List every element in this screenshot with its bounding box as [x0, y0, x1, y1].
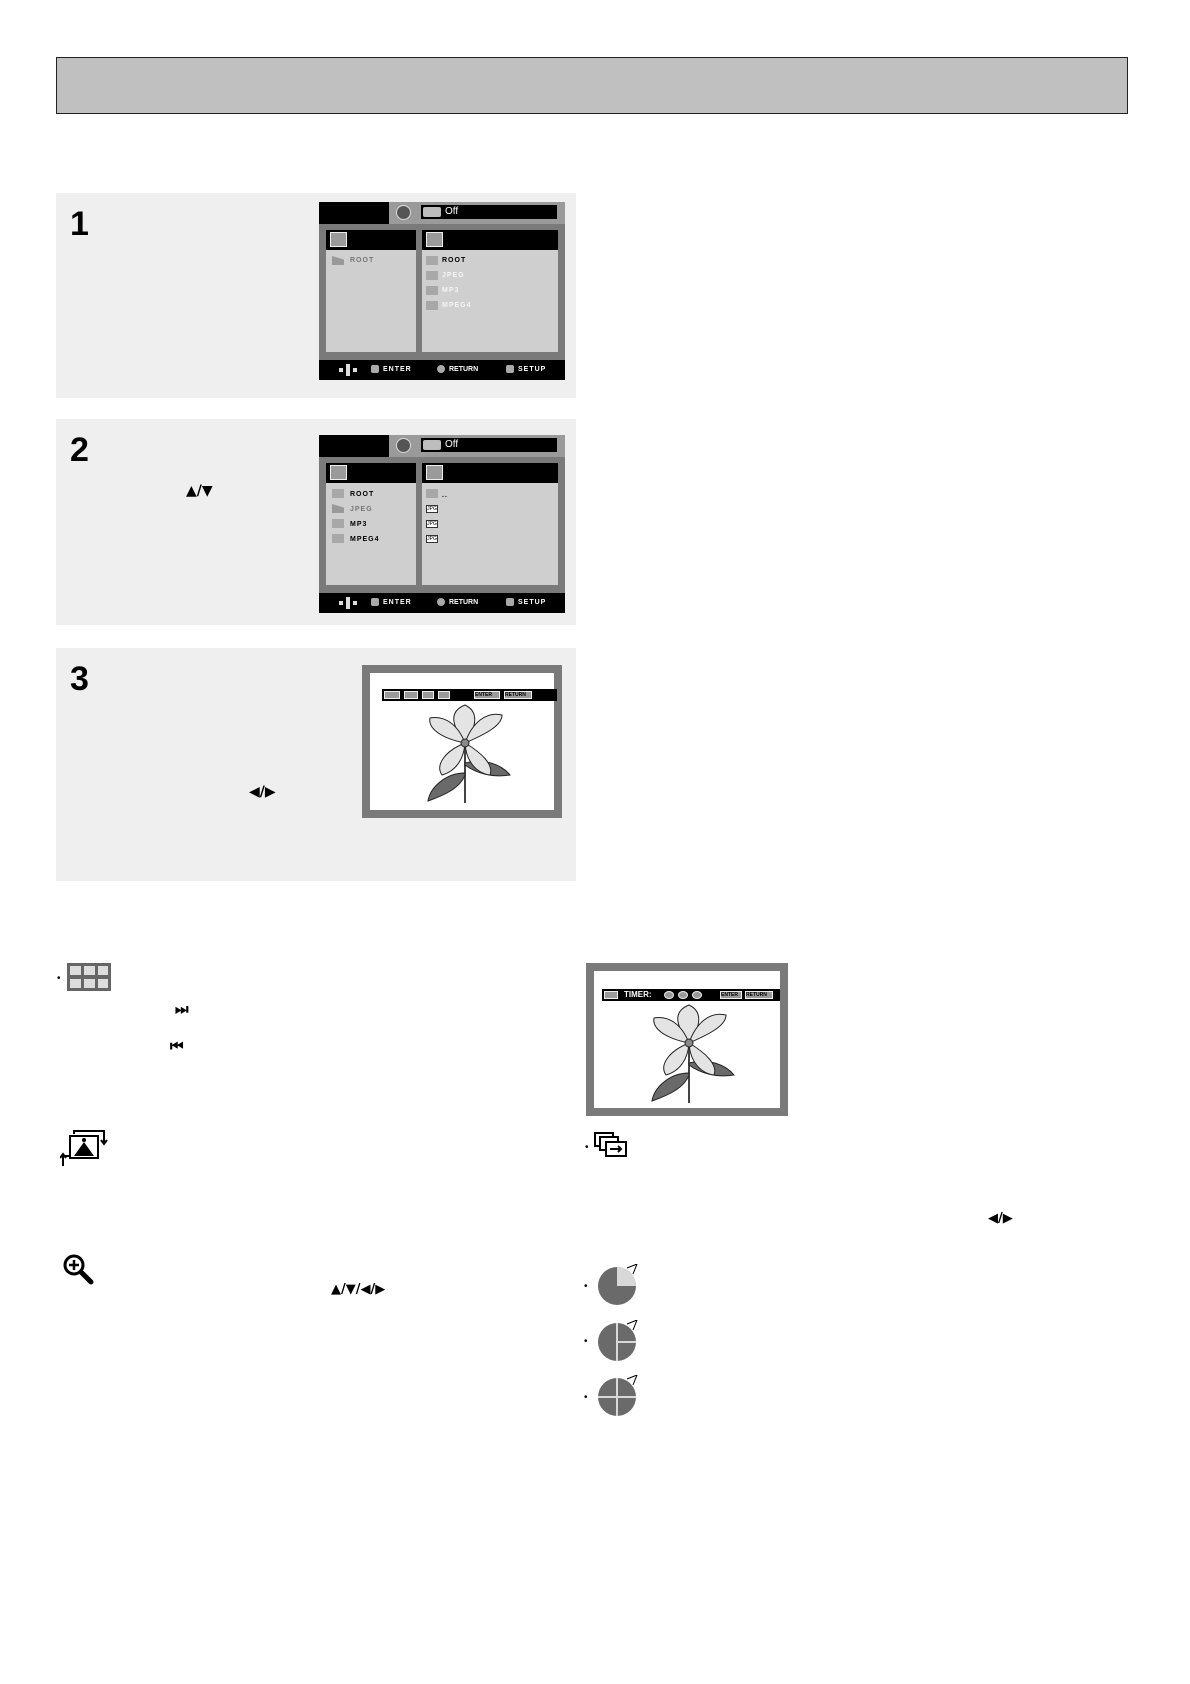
- list-item[interactable]: JPEG: [442, 272, 465, 279]
- music-icon: [426, 465, 443, 480]
- folder-icon: [332, 256, 344, 265]
- picture-screen: [362, 665, 562, 818]
- left-right-arrow-icon: ◀/▶: [988, 1211, 1013, 1226]
- osd-footer: [319, 360, 565, 380]
- parent-folder-item[interactable]: ..: [442, 492, 448, 499]
- content-pane: [422, 463, 558, 585]
- list-item[interactable]: ROOT: [350, 257, 375, 264]
- return-label: RETURN: [449, 599, 479, 606]
- folder-pane: [326, 463, 416, 585]
- header-bar: [56, 57, 1128, 114]
- jpg-file-icon[interactable]: JPG: [427, 506, 437, 512]
- folder-icon: [332, 534, 344, 543]
- setup-button-icon: [506, 598, 514, 606]
- folder-icon: [426, 489, 438, 498]
- bullet: •: [584, 1392, 588, 1403]
- list-item[interactable]: ROOT: [442, 257, 467, 264]
- zoom-in-icon: [62, 1253, 94, 1285]
- flower-image: [410, 703, 520, 803]
- list-item[interactable]: JPEG: [350, 506, 373, 513]
- return-label: RETURN: [505, 692, 526, 698]
- bullet: •: [585, 1142, 589, 1153]
- folder-icon: [330, 465, 347, 480]
- enter-button-icon: [371, 598, 379, 606]
- osd-screen-root: [319, 202, 565, 380]
- picture-toolbar: [382, 689, 557, 701]
- repeat-icon: [423, 207, 441, 217]
- open-folder-icon: [332, 504, 344, 513]
- enter-button-icon: [371, 365, 379, 373]
- timer-normal-icon[interactable]: [678, 991, 688, 999]
- folder-icon: [426, 271, 438, 280]
- music-icon: [426, 232, 443, 247]
- timer-slow-icon[interactable]: [692, 991, 702, 999]
- folder-icon: [426, 286, 438, 295]
- step-3-panel: [56, 648, 576, 881]
- up-down-arrow-icon: ▲/▼: [186, 483, 213, 499]
- list-item[interactable]: ROOT: [350, 491, 375, 498]
- timer-label: TIMER:: [624, 990, 652, 999]
- previous-icon: ⏮: [170, 1037, 184, 1055]
- slideshow-icon: [594, 1132, 628, 1158]
- step-2-panel: [56, 419, 576, 625]
- slideshow-screen: [586, 963, 788, 1116]
- list-item[interactable]: MPEG4: [442, 302, 472, 309]
- return-button-icon: [437, 365, 445, 373]
- folder-icon: [332, 489, 344, 498]
- next-icon: ⏭: [175, 1000, 189, 1018]
- enter-label: ENTER: [383, 599, 412, 606]
- folder-icon: [426, 301, 438, 310]
- setup-label: SETUP: [518, 599, 547, 606]
- setup-label: SETUP: [518, 366, 547, 373]
- thumbnail-grid-icon: [67, 963, 111, 991]
- bullet: •: [584, 1281, 588, 1292]
- grid-icon[interactable]: [384, 691, 400, 699]
- enter-label: ENTER: [383, 366, 412, 373]
- disc-icon: [396, 438, 411, 453]
- osd-footer: [319, 593, 565, 613]
- step-number: 1: [70, 205, 89, 243]
- setup-button-icon: [506, 365, 514, 373]
- jpg-file-icon[interactable]: JPG: [427, 536, 437, 542]
- return-button-icon: [437, 598, 445, 606]
- content-pane: [422, 230, 558, 352]
- step-number: 3: [70, 660, 89, 698]
- zoom-icon[interactable]: [422, 691, 434, 699]
- folder-icon: [330, 232, 347, 247]
- folder-icon: [426, 256, 438, 265]
- repeat-mode: Off: [445, 439, 459, 450]
- folder-pane: [326, 230, 416, 352]
- slideshow-icon: [604, 991, 618, 999]
- timer-fast-icon: [597, 1264, 639, 1306]
- folder-icon: [332, 519, 344, 528]
- list-item[interactable]: MP3: [350, 521, 368, 528]
- timer-slow-icon: [597, 1375, 639, 1417]
- step-number: 2: [70, 431, 89, 469]
- return-label: RETURN: [746, 992, 767, 998]
- jpg-file-icon[interactable]: JPG: [427, 521, 437, 527]
- list-item[interactable]: MPEG4: [350, 536, 380, 543]
- flower-image: [634, 1003, 744, 1103]
- repeat-icon: [423, 440, 441, 450]
- navigation-icon: [339, 364, 357, 376]
- timer-normal-icon: [597, 1320, 639, 1362]
- disc-icon: [396, 205, 411, 220]
- list-item[interactable]: MP3: [442, 287, 460, 294]
- bullet: •: [57, 973, 61, 984]
- left-right-arrow-icon: ◀/▶: [249, 784, 276, 800]
- repeat-mode: Off: [445, 206, 459, 217]
- rotate-icon: [60, 1130, 108, 1166]
- slideshow-icon[interactable]: [438, 691, 450, 699]
- step-1-panel: [56, 193, 576, 398]
- timer-toolbar: [602, 989, 780, 1001]
- rotate-icon[interactable]: [404, 691, 418, 699]
- enter-label: ENTER: [721, 992, 738, 998]
- timer-fast-icon[interactable]: [664, 991, 674, 999]
- enter-label: ENTER: [475, 692, 492, 698]
- bullet: •: [584, 1336, 588, 1347]
- osd-screen-jpeg: [319, 435, 565, 613]
- navigation-icon: [339, 597, 357, 609]
- navigation-arrows-icon: ▲/▼/◀/▶: [331, 1282, 386, 1297]
- return-label: RETURN: [449, 366, 479, 373]
